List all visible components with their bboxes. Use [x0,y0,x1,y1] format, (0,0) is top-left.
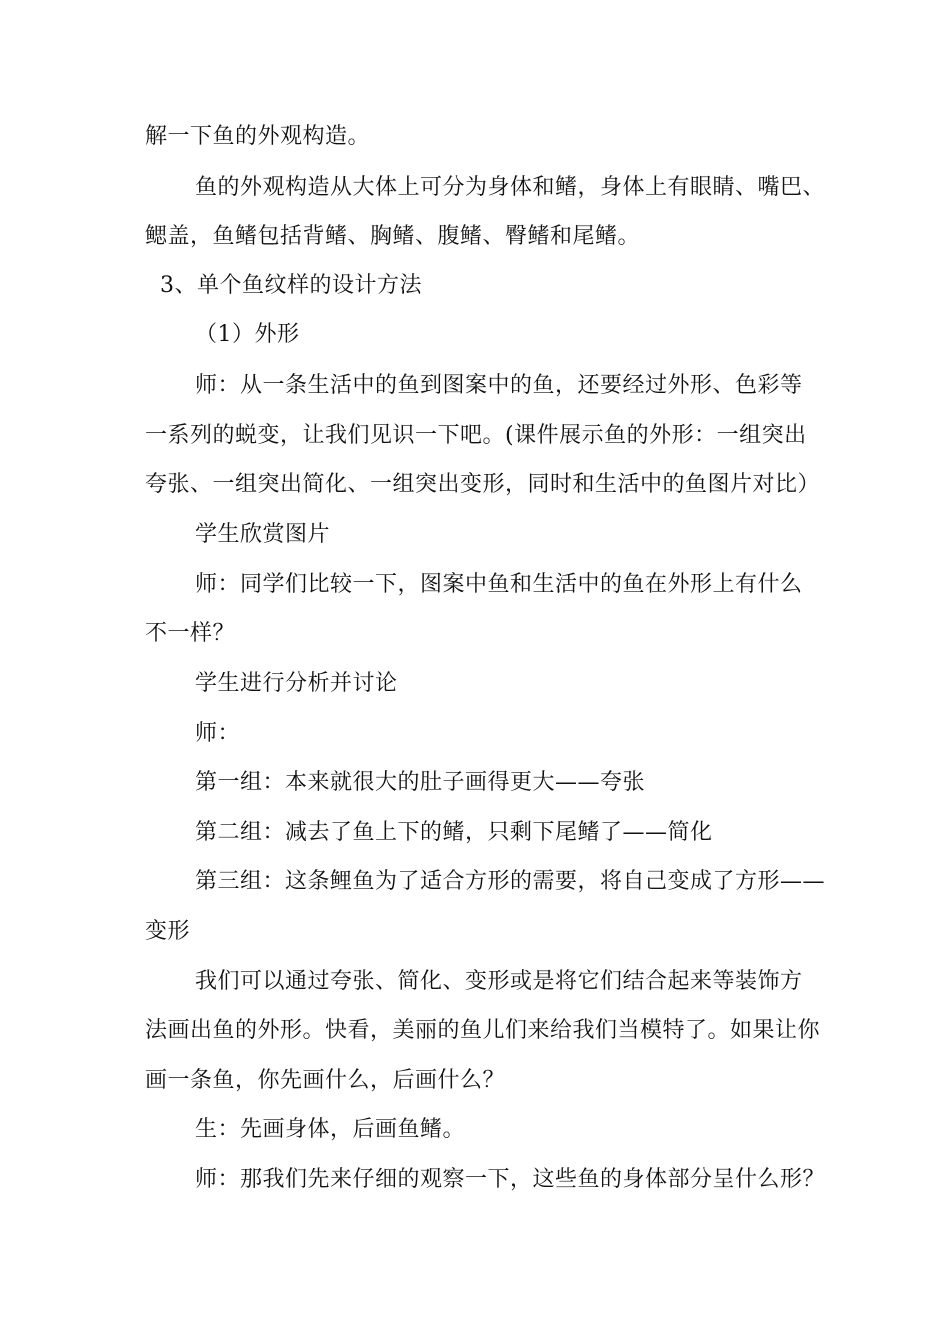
text-line: 鳃盖，鱼鳍包括背鳍、胸鳍、腹鳍、臀鳍和尾鳍。 [145,224,641,249]
text-line: 我们可以通过夸张、简化、变形或是将它们结合起来等装饰方 [195,969,803,994]
text-line: 夸张、一组突出简化、一组突出变形，同时和生活中的鱼图片对比） [145,472,821,497]
text-line: 生：先画身体，后画鱼鳍。 [195,1117,466,1142]
section-heading: 3、单个鱼纹样的设计方法 [160,273,422,298]
text-line: 师：同学们比较一下，图案中鱼和生活中的鱼在外形上有什么 [195,572,803,597]
subsection-heading: （1）外形 [195,322,300,347]
text-line: 画一条鱼，你先画什么，后画什么？ [145,1068,506,1093]
text-line: 第一组：本来就很大的肚子画得更大——夸张 [195,770,646,795]
text-line: 学生欣赏图片 [195,522,331,547]
text-line: 变形 [145,919,191,944]
text-line: 不一样？ [145,621,236,646]
text-line: 师：从一条生活中的鱼到图案中的鱼，还要经过外形、色彩等 [195,373,803,398]
text-line: 学生进行分析并讨论 [195,671,398,696]
text-line: 师： [195,721,241,746]
text-line: 第三组：这条鲤鱼为了适合方形的需要，将自己变成了方形—— [195,869,826,894]
text-line: 鱼的外观构造从大体上可分为身体和鳍，身体上有眼睛、嘴巴、 [195,175,826,200]
text-line: 第二组：减去了鱼上下的鳍，只剩下尾鳍了——简化 [195,820,713,845]
text-line: 解一下鱼的外观构造。 [145,124,371,149]
text-line: 一系列的蜕变，让我们见识一下吧。(课件展示鱼的外形：一组突出 [145,423,807,448]
text-line: 法画出鱼的外形。快看，美丽的鱼儿们来给我们当模特了。如果让你 [145,1018,821,1043]
text-line: 师：那我们先来仔细的观察一下，这些鱼的身体部分呈什么形？ [195,1167,826,1192]
